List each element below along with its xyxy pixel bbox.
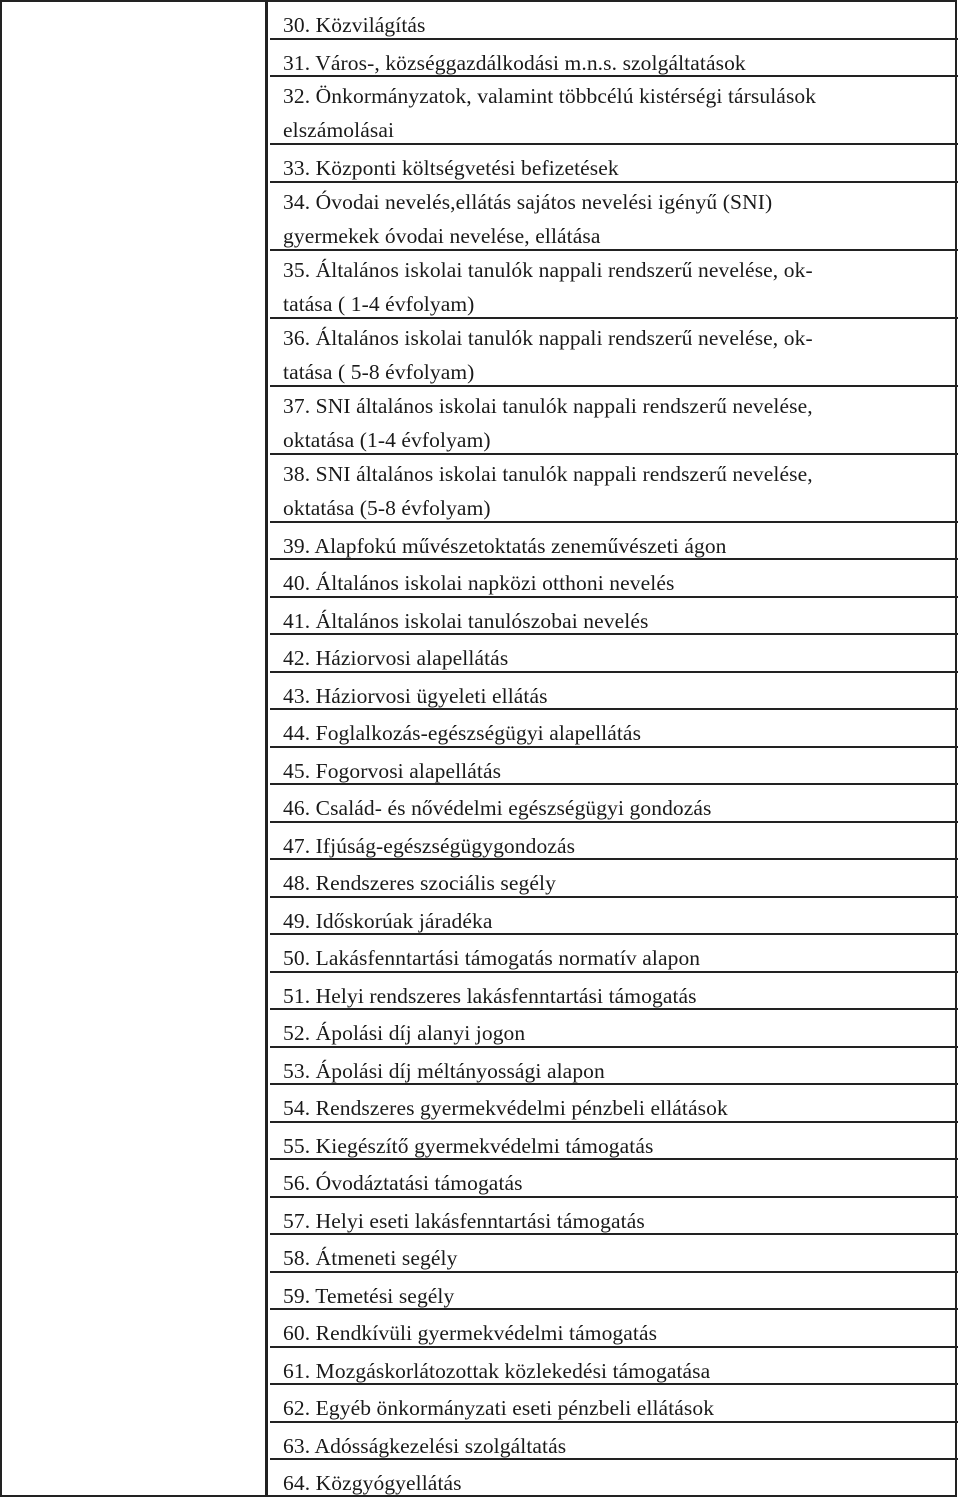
- list-item-text: 43. Háziorvosi ügyeleti ellátás: [283, 683, 548, 708]
- list-item: [270, 673, 958, 711]
- list-item: [270, 387, 958, 455]
- list-item-text: oktatása (1-4 évfolyam): [283, 427, 491, 452]
- list-item-text: 60. Rendkívüli gyermekvédelmi támogatás: [283, 1321, 658, 1345]
- list-item: [270, 2, 958, 40]
- list-item-text: 64. Közgyógyellátás: [283, 1471, 462, 1495]
- list-item-text: 41. Általános iskolai tanulószobai nevelés: [283, 608, 649, 633]
- list-item: [270, 1273, 958, 1311]
- list-item-text: 36. Általános iskolai tanulók nappali rendszerű nevelése, ok-: [283, 325, 813, 350]
- list-item: [270, 319, 958, 387]
- list-item-text: 50. Lakásfenntartási támogatás normatív alapon: [283, 946, 701, 970]
- list-item-text: 55. Kiegészítő gyermekvédelmi támogatás: [283, 1133, 654, 1158]
- list-item: [270, 1198, 958, 1236]
- list-item: [270, 523, 958, 561]
- list-item: [270, 1010, 958, 1048]
- list-item: [270, 455, 958, 523]
- empty-left-column: [2, 2, 268, 1495]
- list-item: [270, 560, 958, 598]
- list-item-text: elszámolásai: [283, 118, 395, 142]
- list-item: [270, 40, 958, 78]
- list-item: [270, 973, 958, 1011]
- list-item-text: 34. Óvodai nevelés,ellátás sajátos nevelési igényű (SNI): [283, 189, 773, 214]
- list-item-text: 44. Foglalkozás-egészségügyi alapellátás: [283, 721, 642, 745]
- list-item-text: 52. Ápolási díj alanyi jogon: [283, 1021, 526, 1045]
- list-item-text: 45. Fogorvosi alapellátás: [283, 758, 502, 783]
- list-item-text: 59. Temetési segély: [283, 1283, 455, 1308]
- list-item-text: 42. Háziorvosi alapellátás: [283, 646, 509, 670]
- list-item-text: 38. SNI általános iskolai tanulók nappali rendszerű nevelése,: [283, 461, 813, 486]
- list-item: [270, 1348, 958, 1386]
- list-item-text: 62. Egyéb önkormányzati eseti pénzbeli ellátások: [283, 1396, 715, 1420]
- list-item-text: 35. Általános iskolai tanulók nappali rendszerű nevelése, ok-: [283, 257, 813, 282]
- list-item-text: 53. Ápolási díj méltányossági alapon: [283, 1058, 605, 1083]
- list-item: [270, 1235, 958, 1273]
- list-item-text: 31. Város-, községgazdálkodási m.n.s. szolgáltatások: [283, 50, 746, 75]
- list-item-text: tatása ( 1-4 évfolyam): [283, 291, 475, 316]
- list-item: [270, 1460, 958, 1498]
- list-item: [270, 935, 958, 973]
- list-item-text: 47. Ifjúság-egészségügygondozás: [283, 833, 576, 858]
- list-item-text: 56. Óvodáztatási támogatás: [283, 1171, 523, 1195]
- list-item: [270, 598, 958, 636]
- list-item: [270, 860, 958, 898]
- list-item-text: oktatása (5-8 évfolyam): [283, 495, 491, 520]
- list-item: [270, 1385, 958, 1423]
- list-item-text: 46. Család- és nővédelmi egészségügyi gondozás: [283, 796, 712, 820]
- list-item: [270, 898, 958, 936]
- list-item: [270, 1085, 958, 1123]
- list-item: [270, 77, 958, 145]
- list-item-text: 37. SNI általános iskolai tanulók nappali rendszerű nevelése,: [283, 393, 813, 418]
- list-item: [270, 251, 958, 319]
- list-item-text: 48. Rendszeres szociális segély: [283, 871, 556, 895]
- list-item: [270, 785, 958, 823]
- list-item: [270, 823, 958, 861]
- list-item-text: 58. Átmeneti segély: [283, 1246, 458, 1270]
- list-item-text: tatása ( 5-8 évfolyam): [283, 359, 475, 384]
- list-item: [270, 145, 958, 183]
- list-item-text: 33. Központi költségvetési befizetések: [283, 156, 619, 180]
- list-item-text: 51. Helyi rendszeres lakásfenntartási támogatás: [283, 983, 697, 1008]
- list-item-text: 63. Adósságkezelési szolgáltatás: [283, 1433, 567, 1458]
- list-item-text: 49. Időskorúak járadéka: [283, 908, 493, 933]
- list-item: [270, 1310, 958, 1348]
- items-list: [270, 2, 958, 1498]
- list-item: [270, 1123, 958, 1161]
- list-item: [270, 635, 958, 673]
- list-item-text: 39. Alapfokú művészetoktatás zeneművészeti ágon: [283, 533, 727, 558]
- list-item-text: 61. Mozgáskorlátozottak közlekedési támogatása: [283, 1358, 711, 1383]
- list-item: [270, 748, 958, 786]
- list-item-text: 57. Helyi eseti lakásfenntartási támogatás: [283, 1208, 645, 1233]
- list-item-text: gyermekek óvodai nevelése, ellátása: [283, 223, 601, 248]
- list-item: [270, 1048, 958, 1086]
- list-item-text: 54. Rendszeres gyermekvédelmi pénzbeli ellátások: [283, 1096, 728, 1120]
- list-item-text: 32. Önkormányzatok, valamint többcélú kistérségi társulások: [283, 84, 817, 108]
- list-item: [270, 1160, 958, 1198]
- items-column: [270, 2, 958, 1495]
- list-item: [270, 1423, 958, 1461]
- list-item: [270, 183, 958, 251]
- list-item-text: 30. Közvilágítás: [283, 13, 426, 37]
- list-item-text: 40. Általános iskolai napközi otthoni nevelés: [283, 571, 675, 595]
- list-item: [270, 710, 958, 748]
